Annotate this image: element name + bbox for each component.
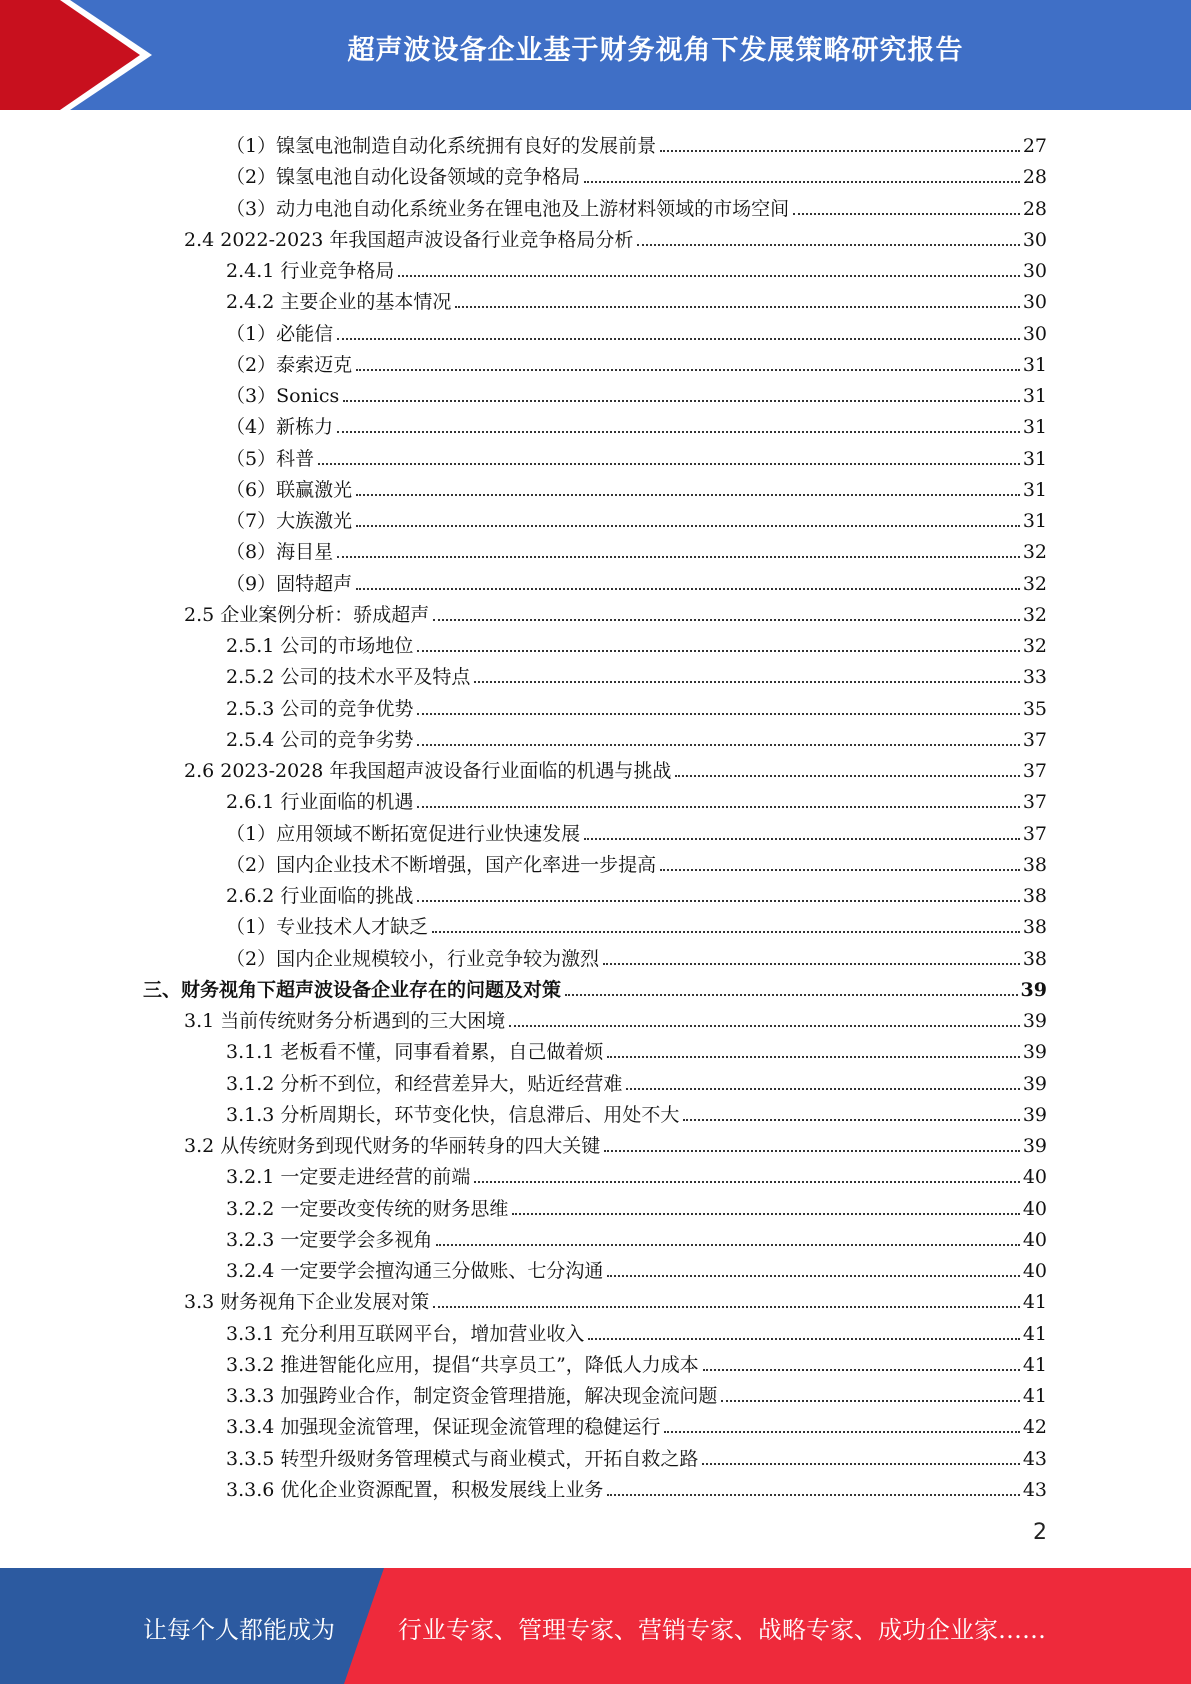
toc-entry-title: （1）镍氢电池制造自动化系统拥有良好的发展前景 [226,135,657,157]
toc-dot-leader [474,1181,1019,1183]
toc-dot-leader [417,900,1019,902]
toc-entry-title: （2）泰索迈克 [226,353,353,376]
toc-entry-title: 3.1 当前传统财务分析遇到的三大困境 [184,1010,506,1032]
toc-dot-leader [433,1306,1020,1308]
toc-entry[interactable] [226,1440,1047,1471]
toc-entry[interactable] [226,783,1047,814]
toc-entry-title: 3.3 财务视角下企业发展对策 [184,1291,430,1314]
toc-entry[interactable] [184,752,1047,783]
toc-entry-page: 32 [1022,541,1047,564]
toc-entry-title: （8）海目星 [226,541,334,564]
toc-dot-leader [588,1338,1019,1340]
toc-entry[interactable] [226,1408,1047,1439]
toc-entry-title: 3.2 从传统财务到现代财务的华丽转身的四大关键 [184,1135,601,1157]
toc-entry-page: 38 [1022,885,1047,907]
toc-entry[interactable] [226,533,1047,564]
toc-entry-page: 40 [1022,1228,1047,1251]
toc-entry-page: 32 [1022,635,1047,657]
toc-entry[interactable] [184,1127,1047,1158]
toc-entry[interactable] [226,1065,1047,1096]
toc-entry[interactable] [184,1283,1047,1314]
toc-dot-leader [417,713,1019,715]
toc-entry-page: 35 [1022,697,1047,720]
toc-entry-page: 31 [1022,447,1047,470]
toc-dot-leader [337,431,1020,433]
toc-entry-title: （2）国内企业技术不断增强，国产化率进一步提高 [226,853,657,876]
toc-entry[interactable] [226,690,1047,721]
toc-entry-page: 37 [1022,760,1047,782]
toc-entry-title: （6）联赢激光 [226,478,353,501]
toc-entry-page: 38 [1022,853,1047,876]
toc-entry-title: （2）镍氢电池自动化设备领域的竞争格局 [226,166,581,189]
toc-entry[interactable] [226,846,1047,877]
toc-entry[interactable] [226,877,1047,908]
toc-entry-title: 3.2.4 一定要学会擅沟通三分做账、七分沟通 [226,1260,604,1282]
footer-slogan-left: 让每个人都能成为 [143,1616,335,1644]
toc-dot-leader [565,994,1018,996]
toc-dot-leader [675,775,1019,777]
toc-entry-page: 31 [1022,353,1047,376]
toc-entry-title: （3）Sonics [226,385,340,407]
toc-entry-title: 2.4 2022-2023 年我国超声波设备行业竞争格局分析 [184,228,634,251]
toc-entry-page: 33 [1022,666,1047,689]
toc-entry-page: 41 [1022,1353,1047,1376]
toc-entry-page: 38 [1022,947,1047,970]
toc-dot-leader [356,525,1020,527]
toc-entry-page: 39 [1022,1072,1047,1095]
toc-entry-title: （2）国内企业规模较小，行业竞争较为激烈 [226,947,600,970]
toc-dot-leader [604,1150,1020,1152]
toc-entry[interactable] [226,1033,1047,1064]
toc-entry-title: 3.1.1 老板看不懂，同事看着累，自己做着烦 [226,1041,604,1064]
toc-dot-leader [702,1463,1019,1465]
toc-entry-title: 2.5.3 公司的竞争优势 [226,697,414,720]
toc-entry-page: 31 [1022,416,1047,439]
toc-dot-leader [683,1119,1019,1121]
toc-entry-title: （9）固特超声 [226,572,353,595]
toc-entry-page: 37 [1022,822,1047,845]
toc-entry[interactable] [226,158,1047,189]
toc-entry[interactable] [226,565,1047,596]
toc-dot-leader [660,869,1020,871]
toc-entry-title: 3.3.5 转型升级财务管理模式与商业模式，开拓自救之路 [226,1447,699,1470]
toc-entry-title: 2.5.1 公司的市场地位 [226,635,414,657]
toc-dot-leader [318,463,1020,465]
toc-dot-leader [660,150,1020,152]
toc-entry-title: 3.3.4 加强现金流管理，保证现金流管理的稳健运行 [226,1416,661,1439]
toc-entry-page: 30 [1022,228,1047,251]
toc-entry-page: 41 [1022,1322,1047,1345]
page-footer [0,1568,1191,1684]
toc-entry[interactable] [184,221,1047,252]
toc-entry-page: 32 [1022,572,1047,595]
toc-entry[interactable] [184,596,1047,627]
toc-dot-leader [337,338,1020,340]
toc-entry-title: 2.6.1 行业面临的机遇 [226,791,414,814]
toc-entry-title: 3.3.2 推进智能化应用，提倡“共享员工”，降低人力成本 [226,1353,699,1376]
toc-dot-leader [603,963,1020,965]
toc-entry-title: 3.2.1 一定要走进经营的前端 [226,1166,471,1189]
toc-dot-leader [455,306,1019,308]
toc-entry-title: 3.1.2 分析不到位，和经营差异大，贴近经营难 [226,1072,623,1095]
toc-entry[interactable] [226,940,1047,971]
toc-entry[interactable] [226,1096,1047,1127]
toc-dot-leader [607,1056,1019,1058]
report-title: 超声波设备企业基于财务视角下发展策略研究报告 [347,35,964,66]
toc-entry-title: 2.6 2023-2028 年我国超声波设备行业面临的机遇与挑战 [184,760,672,782]
toc-entry-page: 38 [1022,916,1047,939]
toc-entry-title: 2.5.2 公司的技术水平及特点 [226,666,471,689]
toc-entry-page: 28 [1022,197,1047,220]
toc-entry-title: 2.4.1 行业竞争格局 [226,260,395,282]
toc-entry-page: 30 [1022,322,1047,345]
toc-entry-title: （3）动力电池自动化系统业务在锂电池及上游材料领域的市场空间 [226,197,790,220]
toc-dot-leader [584,181,1020,183]
toc-entry[interactable] [226,1315,1047,1346]
toc-entry[interactable] [226,1252,1047,1283]
toc-dot-leader [356,588,1020,590]
toc-dot-leader [637,244,1019,246]
toc-entry-title: （1）专业技术人才缺乏 [226,916,429,939]
page-number: 2 [1033,1520,1047,1545]
toc-entry[interactable] [226,346,1047,377]
toc-dot-leader [509,1025,1020,1027]
toc-dot-leader [337,556,1020,558]
toc-entry[interactable] [226,721,1047,752]
toc-entry-title: （7）大族激光 [226,510,353,532]
toc-entry-page: 42 [1022,1416,1047,1439]
toc-dot-leader [607,1494,1019,1496]
toc-entry-page: 43 [1022,1478,1047,1501]
toc-entry-page: 40 [1022,1197,1047,1220]
toc-dot-leader [432,931,1020,933]
toc-entry[interactable] [226,440,1047,471]
toc-entry-page: 31 [1022,385,1047,407]
toc-entry[interactable] [226,377,1047,408]
toc-dot-leader [343,400,1020,402]
toc-entry-page: 37 [1022,728,1047,751]
toc-entry-page: 40 [1022,1166,1047,1189]
toc-entry-title: （1）必能信 [226,322,334,345]
toc-entry-page: 31 [1022,478,1047,501]
toc-entry[interactable] [226,1346,1047,1377]
toc-entry[interactable] [226,127,1047,158]
toc-entry-page: 30 [1022,260,1047,282]
toc-dot-leader [474,681,1019,683]
toc-dot-leader [417,744,1019,746]
toc-dot-leader [417,650,1019,652]
toc-entry[interactable] [226,252,1047,283]
toc-entry-title: （5）科普 [226,447,315,470]
toc-entry-page: 39 [1022,1135,1047,1157]
toc-dot-leader [721,1400,1019,1402]
toc-entry[interactable] [226,1158,1047,1189]
toc-dot-leader [703,1369,1020,1371]
toc-entry[interactable] [226,815,1047,846]
toc-dot-leader [356,369,1020,371]
toc-dot-leader [436,1244,1019,1246]
toc-entry-page: 28 [1022,166,1047,189]
toc-entry-title: 2.4.2 主要企业的基本情况 [226,291,452,314]
toc-entry[interactable] [226,908,1047,939]
toc-dot-leader [398,275,1019,277]
toc-dot-leader [793,213,1020,215]
toc-entry-page: 39 [1022,1041,1047,1064]
footer-slogan-right: 行业专家、管理专家、营销专家、战略专家、成功企业家…… [398,1616,1046,1644]
toc-entry[interactable] [226,627,1047,658]
toc-dot-leader [512,1213,1019,1215]
toc-entry-title: 3.3.3 加强跨业合作，制定资金管理措施，解决现金流问题 [226,1385,718,1407]
toc-entry-title: 2.6.2 行业面临的挑战 [226,885,414,907]
toc-entry[interactable] [226,1377,1047,1408]
toc-dot-leader [607,1275,1019,1277]
toc-dot-leader [626,1088,1019,1090]
toc-entry-title: 2.5.4 公司的竞争劣势 [226,728,414,751]
toc-entry[interactable] [226,315,1047,346]
toc-entry-title: 3.1.3 分析周期长，环节变化快，信息滞后、用处不大 [226,1103,680,1126]
toc-entry[interactable] [226,658,1047,689]
toc-entry-page: 27 [1022,135,1047,157]
toc-dot-leader [664,1431,1019,1433]
toc-entry[interactable] [226,283,1047,314]
toc-entry[interactable] [226,190,1047,221]
toc-entry-page: 40 [1022,1260,1047,1282]
toc-entry-title: 3.2.2 一定要改变传统的财务思维 [226,1197,509,1220]
toc-entry-page: 41 [1022,1291,1047,1314]
toc-entry-title: 三、财务视角下超声波设备企业存在的问题及对策 [143,978,562,1001]
toc-entry[interactable] [143,971,1047,1002]
toc-entry-title: 3.3.6 优化企业资源配置，积极发展线上业务 [226,1478,604,1501]
toc-entry-title: （1）应用领域不断拓宽促进行业快速发展 [226,822,581,845]
toc-entry-page: 32 [1022,603,1047,626]
toc-entry-page: 31 [1022,510,1047,532]
toc-dot-leader [417,806,1019,808]
toc-entry-title: 3.3.1 充分利用互联网平台，增加营业收入 [226,1322,585,1345]
toc-entry[interactable] [226,1471,1047,1502]
toc-entry[interactable] [226,408,1047,439]
toc-dot-leader [584,838,1020,840]
toc-entry[interactable] [226,1190,1047,1221]
toc-entry-page: 41 [1022,1385,1047,1407]
toc-dot-leader [356,494,1020,496]
toc-entry-title: 3.2.3 一定要学会多视角 [226,1228,433,1251]
toc-dot-leader [433,619,1020,621]
toc-entry-title: （4）新栋力 [226,416,334,439]
toc-entry-page: 39 [1022,1103,1047,1126]
toc-entry-title: 2.5 企业案例分析：骄成超声 [184,603,430,626]
page-header [0,0,1191,110]
toc-entry-page: 43 [1022,1447,1047,1470]
toc-entry-page: 37 [1022,791,1047,814]
toc-entry-page: 39 [1020,978,1047,1001]
toc-entry[interactable] [184,1002,1047,1033]
toc-entry[interactable] [226,1221,1047,1252]
toc-entry[interactable] [226,471,1047,502]
toc-entry-page: 39 [1022,1010,1047,1032]
toc-entry-page: 30 [1022,291,1047,314]
toc-entry[interactable] [226,502,1047,533]
